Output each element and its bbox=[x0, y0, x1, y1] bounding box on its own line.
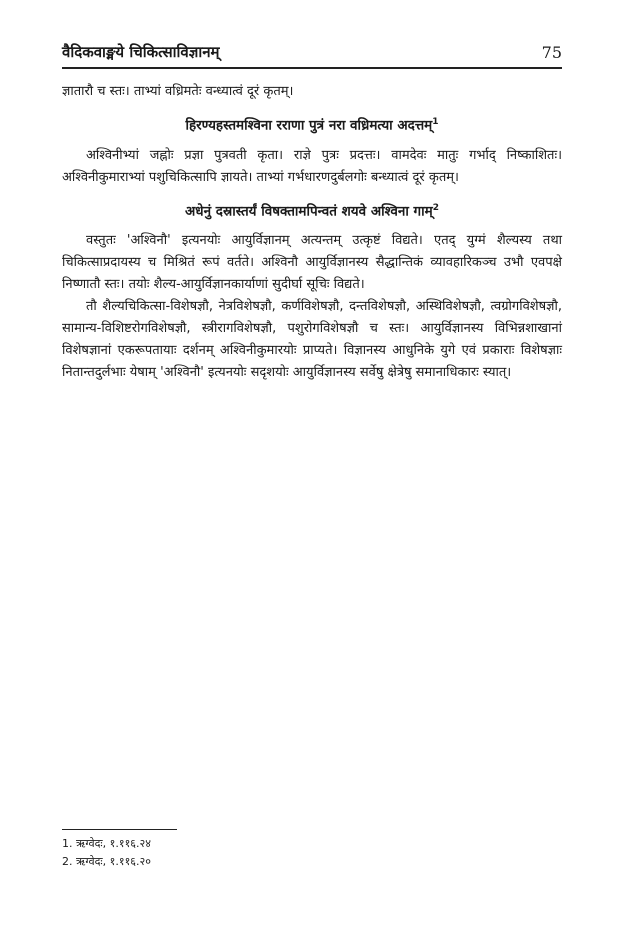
verse-heading-1 bbox=[62, 111, 562, 137]
verse-heading-2-text: अधेनुं दस्रास्तर्यं विषक्तामपिन्वतं शयवे अश्विना गाम् bbox=[184, 203, 433, 219]
footnote-ref-1: 1 bbox=[432, 117, 439, 127]
paragraph-3: तौ शैल्यचिकित्सा-विशेषज्ञौ, नेत्रविशेषज्ञौ, कर्णविशेषज्ञौ, दन्तविशेषज्ञौ, अस्थिविशेषज्ञौ, त्वग्रोगविशेषज्ञौ, सामान्य-विशिष्टरोगविशेषज्ञौ, स्त्रीरागविशेषज्ञौ, पशुरोगविशेषज्ञौ च स्तः। आयुर्विज्ञानस्य विभिन्नशाखानां विशेषज्ञानां एकरूपतायाः दर्शनम् अश्विनीकुमारयोः प्राप्यते। विज्ञानस्य आधुनिके युगे एवं प्रकाराः विशेषज्ञाः नितान्तदुर्लभाः येषाम् 'अश्विनौ' इत्यनयोः सदृशयोः आयुर्विज्ञानस्य सर्वेषु क्षेत्रेषु समानाधिकारः स्यात्। bbox=[62, 299, 562, 380]
footnotes bbox=[62, 829, 562, 871]
footnote-1: 1. ऋग्वेदः, १.११६.२४ bbox=[62, 837, 151, 850]
footnote-rule bbox=[62, 829, 177, 830]
verse-heading-2 bbox=[62, 197, 562, 223]
header-title: वैदिकवाङ्मये चिकित्साविज्ञानम् bbox=[62, 43, 220, 61]
paragraph-2: वस्तुतः 'अश्विनौ' इत्यनयोः आयुर्विज्ञानम् अत्यन्तम् उत्कृष्टं विद्यते। एतद् युग्मं शैल्यस्य तथा चिकित्साप्रदायस्य च मिश्रितं रूपं वर्तते। अश्विनौ आयुर्विज्ञानस्य सैद्धान्तिकं व्यावहारिकञ्च उभौ एवपक्षे निष्णातौ स्तः। तयोः शैल्य-आयुर्विज्ञानकार्याणां सुदीर्घा सूचिः विद्यते। bbox=[62, 233, 562, 292]
running-header bbox=[62, 42, 562, 69]
body-text bbox=[62, 81, 562, 384]
footnote-2: 2. ऋग्वेदः, १.११६.२० bbox=[62, 855, 151, 868]
verse-heading-1-text: हिरण्यहस्तमश्विना रराणा पुत्रं नरा वध्रिमत्या अदत्तम् bbox=[185, 117, 433, 134]
page-number: 75 bbox=[541, 43, 562, 62]
footnote-ref-2: 2 bbox=[432, 202, 439, 213]
paragraph-intro: ज्ञातारौ च स्तः। ताभ्यां वध्रिमतेः वन्ध्यात्वं दूरं कृतम्। bbox=[62, 84, 294, 99]
page bbox=[62, 42, 562, 384]
paragraph-1: अश्विनीभ्यां जह्नोः प्रज्ञा पुत्रवती कृता। राज्ञे पुत्रः प्रदत्तः। वामदेवः मातुः गर्भाद् निष्काशितः। अश्विनीकुमाराभ्यां पशुचिकित्सापि ज्ञायते। ताभ्यां गर्भधारणदुर्बलगोः बन्ध्यात्वं दूरं कृतम्। bbox=[62, 147, 562, 185]
